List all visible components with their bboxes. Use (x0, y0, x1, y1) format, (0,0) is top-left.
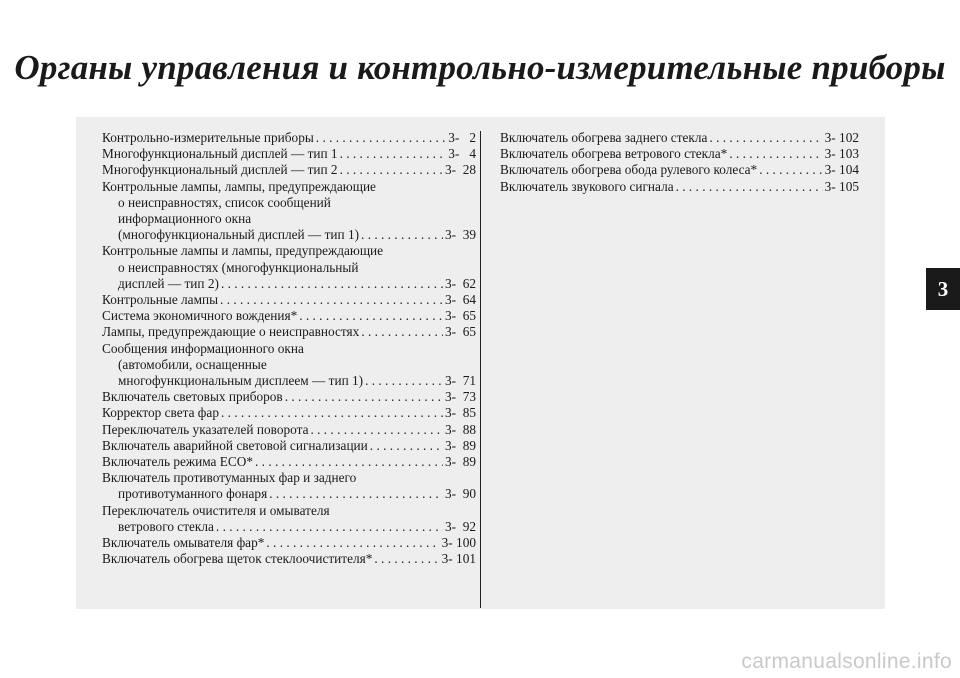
toc-entry[interactable] (102, 405, 476, 421)
toc-entry-text: Сообщения информационного окна (102, 340, 304, 356)
toc-entry[interactable] (500, 179, 859, 195)
toc-entry-text: Контрольные лампы и лампы, предупреждающие (102, 243, 384, 259)
toc-entry-text: Многофункциональный дисплей — тип 2 (102, 162, 338, 178)
toc-entry-text: Переключатель указателей поворота (102, 421, 309, 437)
toc-entry-text: ветрового стекла (118, 518, 214, 534)
toc-entry (102, 260, 476, 276)
toc-entry[interactable] (500, 130, 859, 146)
toc-entry-text: информационного окна (118, 211, 252, 227)
toc-page-number: 3- 103 (824, 146, 859, 162)
toc-entry-text: Включатель противотуманных фар и заднего (102, 470, 357, 486)
toc-leader-dots (707, 130, 822, 146)
toc-page-number: 3- 88 (444, 421, 476, 437)
toc-page-number: 3- 2 (448, 130, 476, 145)
toc-leader-dots (372, 551, 439, 567)
toc-entry[interactable] (102, 389, 476, 405)
toc-entry[interactable] (102, 486, 476, 502)
toc-entry-text: Включатель обогрева обода рулевого колеса* (500, 162, 758, 178)
toc-entry-text: (многофункциональный дисплей — тип 1) (118, 227, 360, 243)
toc-page-number: 3- 64 (444, 292, 476, 308)
toc-entry[interactable] (102, 162, 476, 178)
toc-page-number: 3- 90 (444, 486, 476, 502)
toc-page-number: 3- 65 (444, 324, 476, 340)
toc-leader-dots (308, 422, 443, 438)
toc-entry (102, 470, 476, 486)
toc-entry[interactable] (500, 146, 859, 162)
toc-entry-text: Включатель звукового сигнала (500, 178, 674, 194)
page-title: Органы управления и контрольно-измерительные приборы (14, 48, 946, 87)
toc-leader-dots (253, 454, 443, 470)
toc-entry-text: Включатель омывателя фар* (102, 535, 265, 551)
toc-entry-text: Контрольные лампы (102, 292, 219, 308)
toc-entry[interactable] (102, 438, 476, 454)
toc-entry[interactable] (102, 535, 476, 551)
toc-leader-dots (314, 130, 447, 146)
toc-entry[interactable] (102, 276, 476, 292)
toc-page-number: 3- 62 (444, 275, 476, 291)
toc-page-number: 3- 100 (441, 535, 476, 551)
toc-leader-dots (359, 227, 443, 243)
toc-leader-dots (368, 438, 443, 454)
toc-entry-text: Включатель обогрева ветрового стекла* (500, 146, 728, 162)
column-divider (480, 131, 481, 608)
toc-page-number: 3- 73 (444, 389, 476, 405)
toc-leader-dots (674, 179, 823, 195)
toc-entry[interactable] (102, 373, 476, 389)
toc-page-number: 3- 89 (444, 437, 476, 453)
toc-entry[interactable] (102, 324, 476, 340)
toc-leader-dots (214, 519, 443, 535)
toc-page-number: 3- 92 (444, 518, 476, 534)
toc-page-number: 3- 101 (441, 551, 476, 567)
toc-entry-text: Многофункциональный дисплей — тип 1 (102, 146, 338, 162)
toc-entry (102, 211, 476, 227)
toc-leader-dots (757, 162, 822, 178)
toc-entry[interactable] (102, 227, 476, 243)
toc-leader-dots (338, 146, 447, 162)
toc-leader-dots (219, 405, 443, 421)
toc-entry-text: Включатель обогрева щеток стеклоочистителя* (102, 551, 373, 567)
toc-entry[interactable] (102, 130, 476, 146)
toc-leader-dots (283, 389, 443, 405)
toc-entry-text: о неисправностях (многофункциональный (118, 259, 359, 275)
toc-page-number: 3- 89 (444, 454, 476, 470)
toc-column-left (102, 130, 476, 567)
chapter-tab[interactable]: 3 (926, 268, 960, 310)
toc-entry-text: (автомобили, оснащенные (118, 356, 267, 372)
toc-entry (102, 357, 476, 373)
toc-entry-text: Контрольные лампы, лампы, предупреждающие (102, 178, 376, 194)
toc-entry[interactable] (500, 162, 859, 178)
toc-entry[interactable] (102, 292, 476, 308)
toc-page-number: 3- 28 (444, 162, 476, 178)
toc-page-number: 3- 65 (444, 308, 476, 324)
toc-leader-dots (297, 308, 443, 324)
toc-panel (76, 117, 885, 609)
toc-entry (102, 503, 476, 519)
toc-entry-text: многофункциональным дисплеем — тип 1) (118, 373, 364, 389)
toc-leader-dots (727, 146, 822, 162)
toc-entry (102, 341, 476, 357)
toc-page-number: 3- 104 (824, 162, 859, 178)
toc-entry-text: противотуманного фонаря (118, 486, 268, 502)
toc-leader-dots (264, 535, 439, 551)
toc-entry-text: Корректор света фар (102, 405, 219, 421)
toc-entry-text: Включатель аварийной световой сигнализации (102, 437, 368, 453)
toc-entry[interactable] (102, 519, 476, 535)
toc-page-number: 3- 85 (444, 405, 476, 421)
toc-entry-text: Включатель обогрева заднего стекла (500, 130, 708, 145)
toc-column-right (500, 130, 859, 195)
toc-entry-text: Контрольно-измерительные приборы (102, 130, 314, 145)
toc-page-number: 3- 71 (444, 373, 476, 389)
toc-entry[interactable] (102, 146, 476, 162)
toc-entry[interactable] (102, 551, 476, 567)
toc-leader-dots (267, 486, 443, 502)
toc-entry (102, 195, 476, 211)
toc-entry-text: Лампы, предупреждающие о неисправностях (102, 324, 360, 340)
toc-leader-dots (363, 373, 443, 389)
toc-entry[interactable] (102, 454, 476, 470)
toc-leader-dots (359, 324, 443, 340)
toc-leader-dots (219, 276, 443, 292)
watermark: carmanualsonline.info (741, 650, 952, 673)
toc-entry[interactable] (102, 422, 476, 438)
toc-leader-dots (338, 162, 443, 178)
toc-entry[interactable] (102, 308, 476, 324)
toc-page-number: 3- 105 (824, 178, 859, 194)
toc-entry-text: Переключатель очистителя и омывателя (102, 502, 330, 518)
toc-page-number: 3- 4 (448, 146, 476, 162)
toc-entry-text: Система экономичного вождения* (102, 308, 298, 324)
toc-leader-dots (218, 292, 443, 308)
toc-entry-text: Включатель режима ECO* (102, 454, 254, 470)
toc-entry (102, 179, 476, 195)
toc-entry-text: Включатель световых приборов (102, 389, 283, 405)
toc-page-number: 3- 102 (824, 130, 859, 145)
toc-entry-text: дисплей — тип 2) (118, 275, 219, 291)
toc-entry (102, 243, 476, 259)
toc-entry-text: о неисправностях, список сообщений (118, 194, 331, 210)
toc-page-number: 3- 39 (444, 227, 476, 243)
